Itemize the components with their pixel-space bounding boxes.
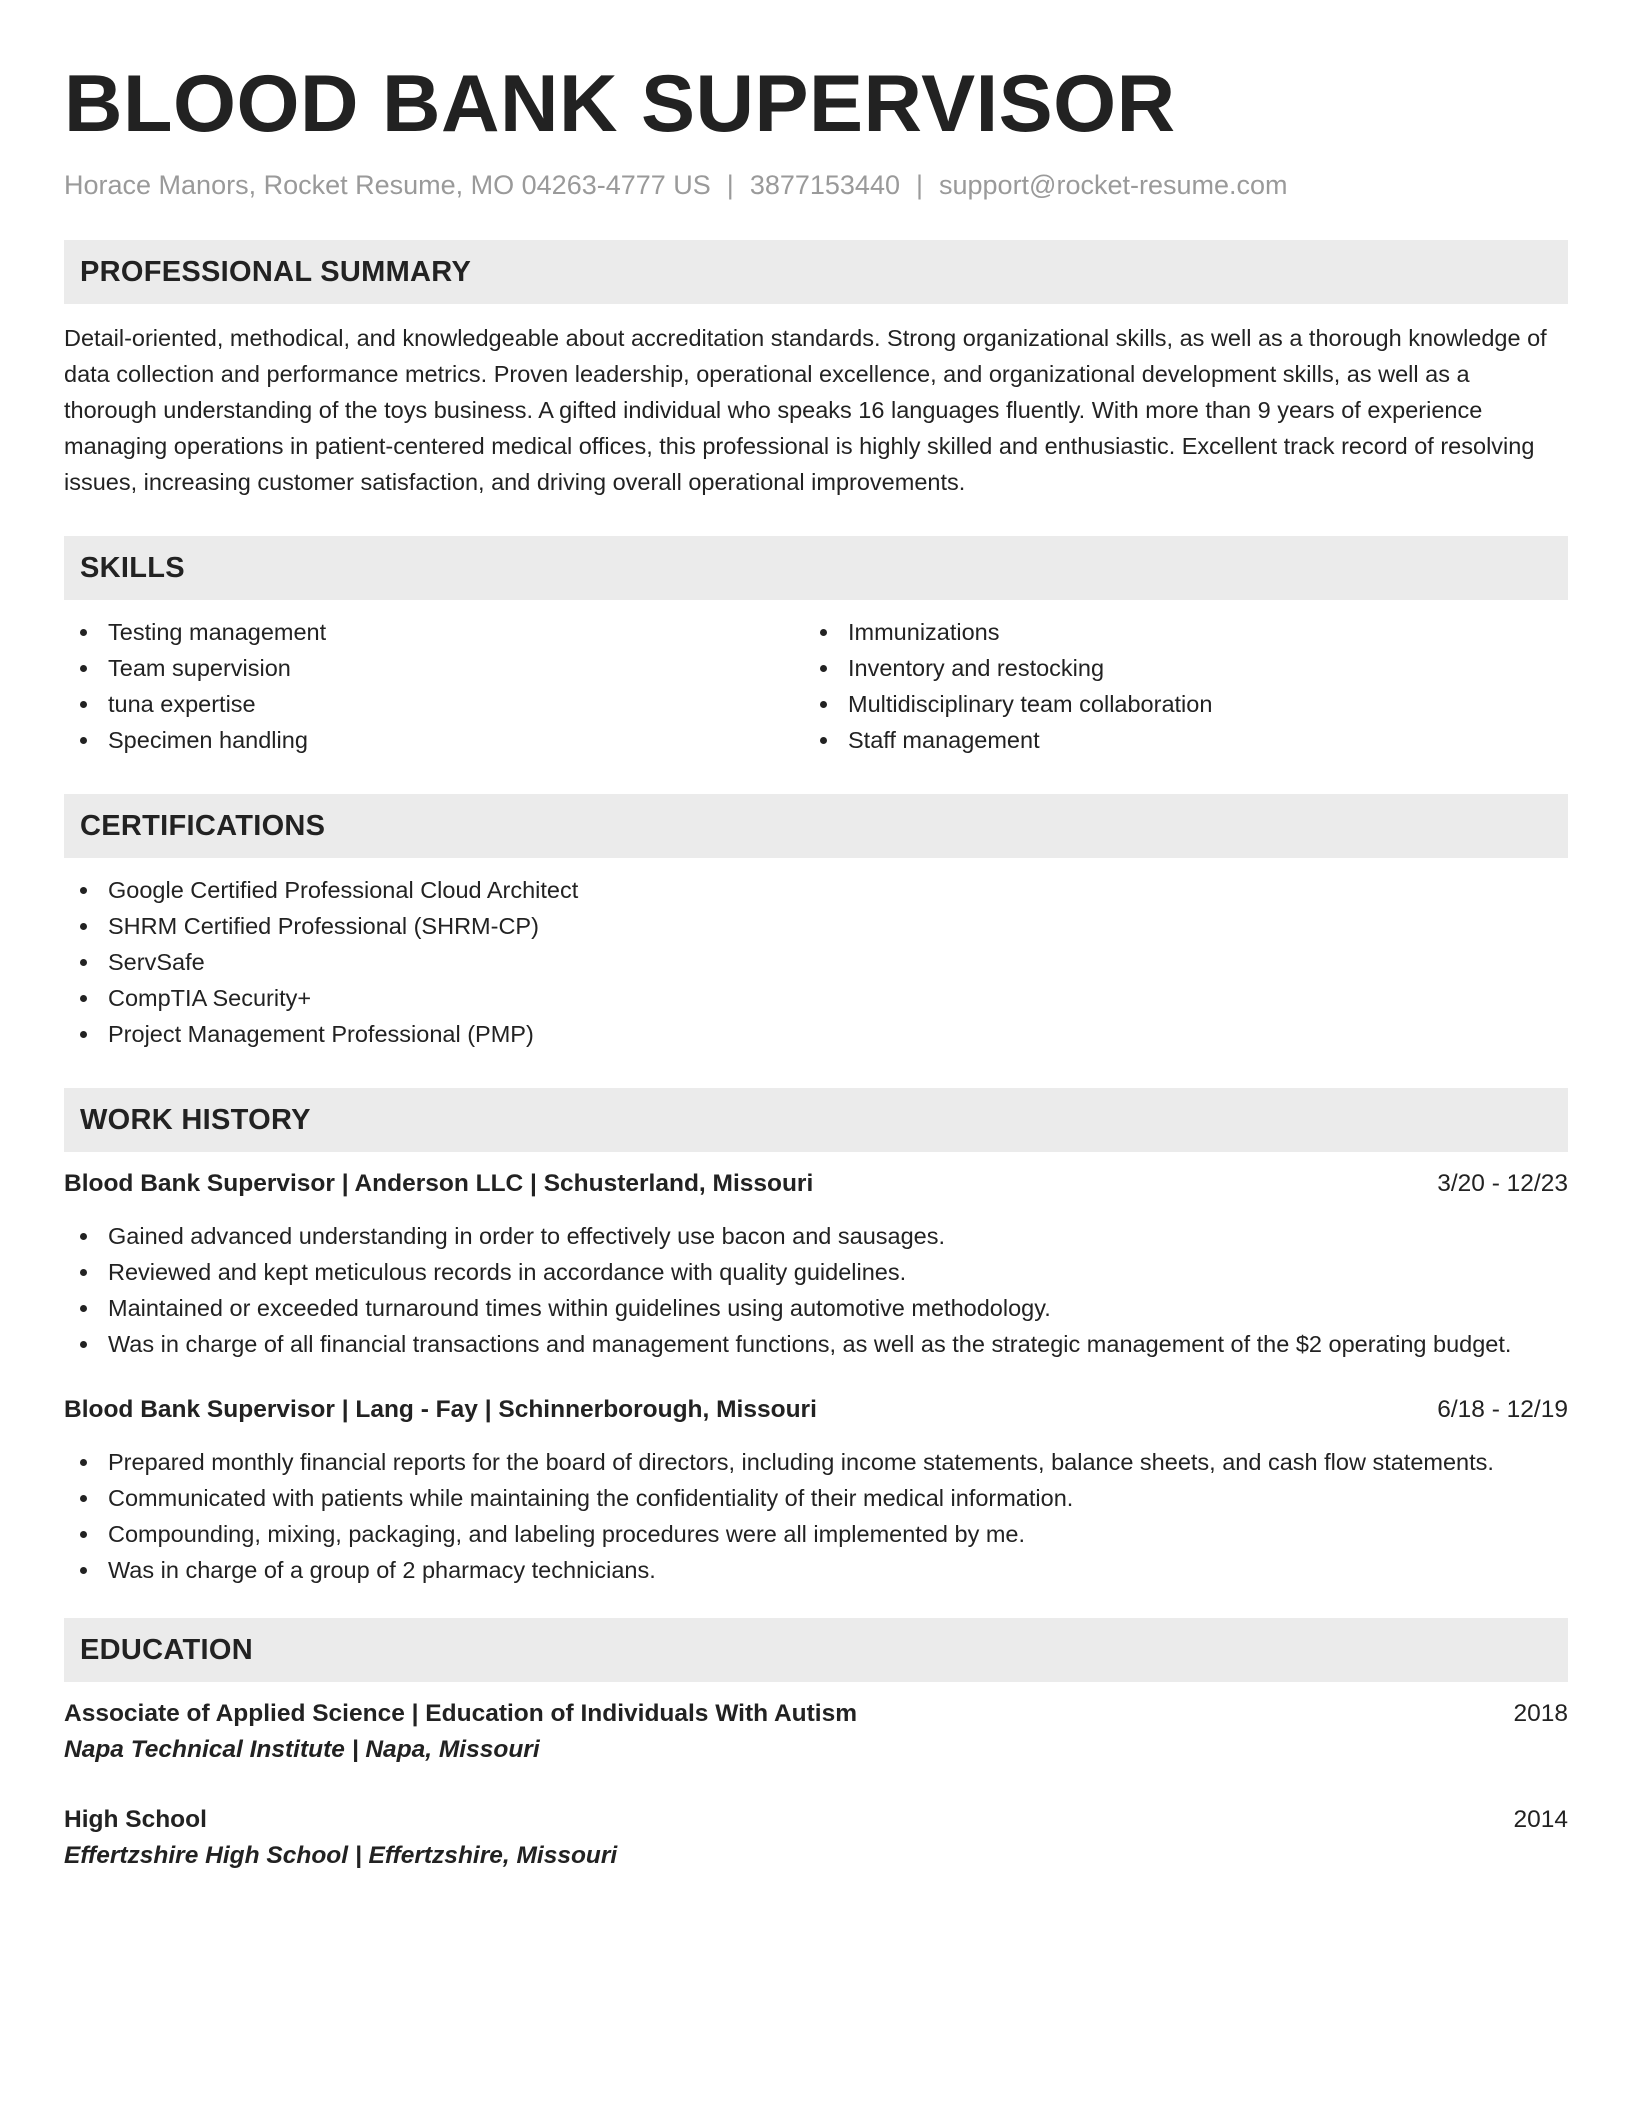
job-bullet: Maintained or exceeded turnaround times within guidelines using automotive methodology. bbox=[64, 1290, 1568, 1326]
job-bullets bbox=[64, 1444, 1568, 1588]
contact-phone: 3877153440 bbox=[749, 170, 900, 200]
certification-item: Google Certified Professional Cloud Architect bbox=[64, 872, 1568, 908]
job-bullet: Was in charge of a group of 2 pharmacy technicians. bbox=[64, 1552, 1568, 1588]
certification-item: CompTIA Security+ bbox=[64, 980, 1568, 1016]
job-dates: 3/20 - 12/23 bbox=[1437, 1170, 1568, 1197]
education-entry-header bbox=[64, 1802, 1568, 1838]
education-school: Effertzshire High School | Effertzshire, Missouri bbox=[64, 1842, 618, 1869]
skill-item: Staff management bbox=[804, 722, 1544, 758]
job-dates: 6/18 - 12/19 bbox=[1437, 1396, 1568, 1423]
skill-item: Immunizations bbox=[804, 614, 1544, 650]
job-title: Blood Bank Supervisor | Lang - Fay | Schinnerborough, Missouri bbox=[64, 1396, 817, 1423]
education-year: 2014 bbox=[1513, 1806, 1568, 1833]
skill-item: Testing management bbox=[64, 614, 804, 650]
certification-item: SHRM Certified Professional (SHRM-CP) bbox=[64, 908, 1568, 944]
skill-item: Team supervision bbox=[64, 650, 804, 686]
education-degree: High School bbox=[64, 1806, 207, 1833]
skills-columns bbox=[64, 600, 1568, 758]
education-year: 2018 bbox=[1513, 1700, 1568, 1727]
section-header-skills: SKILLS bbox=[64, 536, 1568, 600]
contact-email: support@rocket-resume.com bbox=[939, 170, 1288, 200]
contact-address: Horace Manors, Rocket Resume, MO 04263-4777 US bbox=[64, 170, 711, 200]
certification-item: ServSafe bbox=[64, 944, 1568, 980]
skills-list-left bbox=[64, 614, 804, 758]
job-bullet: Communicated with patients while maintaining the confidentiality of their medical information. bbox=[64, 1480, 1568, 1516]
skill-item: Multidisciplinary team collaboration bbox=[804, 686, 1544, 722]
job-bullet: Reviewed and kept meticulous records in accordance with quality guidelines. bbox=[64, 1254, 1568, 1290]
job-header bbox=[64, 1166, 1568, 1202]
job-title: Blood Bank Supervisor | Anderson LLC | Schusterland, Missouri bbox=[64, 1170, 814, 1197]
contact-line bbox=[64, 168, 1568, 202]
job-bullet: Compounding, mixing, packaging, and labeling procedures were all implemented by me. bbox=[64, 1516, 1568, 1552]
education-entry-header bbox=[64, 1696, 1568, 1732]
skill-item: Inventory and restocking bbox=[804, 650, 1544, 686]
job-bullet: Prepared monthly financial reports for the board of directors, including income statements, balance sheets, and cash flow statements. bbox=[64, 1444, 1568, 1480]
education-degree: Associate of Applied Science | Education of Individuals With Autism bbox=[64, 1700, 858, 1727]
resume-name-title: BLOOD BANK SUPERVISOR bbox=[64, 59, 1176, 149]
skill-item: Specimen handling bbox=[64, 722, 804, 758]
job-bullet: Was in charge of all financial transactions and management functions, as well as the strategic management of the $2 operating budget. bbox=[64, 1326, 1568, 1362]
contact-separator: | bbox=[726, 170, 734, 200]
skills-list-right bbox=[804, 614, 1544, 758]
certifications-list bbox=[64, 872, 1568, 1052]
contact-separator: | bbox=[915, 170, 923, 200]
certification-item: Project Management Professional (PMP) bbox=[64, 1016, 1568, 1052]
job-bullets bbox=[64, 1218, 1568, 1362]
skill-item: tuna expertise bbox=[64, 686, 804, 722]
section-header-summary: PROFESSIONAL SUMMARY bbox=[64, 240, 1568, 304]
section-header-work-history: WORK HISTORY bbox=[64, 1088, 1568, 1152]
section-header-education: EDUCATION bbox=[64, 1618, 1568, 1682]
education-school: Napa Technical Institute | Napa, Missouri bbox=[64, 1736, 540, 1763]
job-bullet: Gained advanced understanding in order to effectively use bacon and sausages. bbox=[64, 1218, 1568, 1254]
summary-text: Detail-oriented, methodical, and knowledgeable about accreditation standards. Strong organizational skills, as well as a thorough knowledge of data collection and performance metrics. Proven leadership, operational excellence, and organizational development skills, as well as a thorough understanding of the toys business. A gifted individual who speaks 16 languages fluently. With more than 9 years of experience managing operations in patient-centered medical offices, this professional is highly skilled and enthusiastic. Excellent track record of resolving issues, increasing customer satisfaction, and driving overall operational improvements. bbox=[64, 325, 1547, 495]
section-header-certifications: CERTIFICATIONS bbox=[64, 794, 1568, 858]
job-header bbox=[64, 1392, 1568, 1428]
